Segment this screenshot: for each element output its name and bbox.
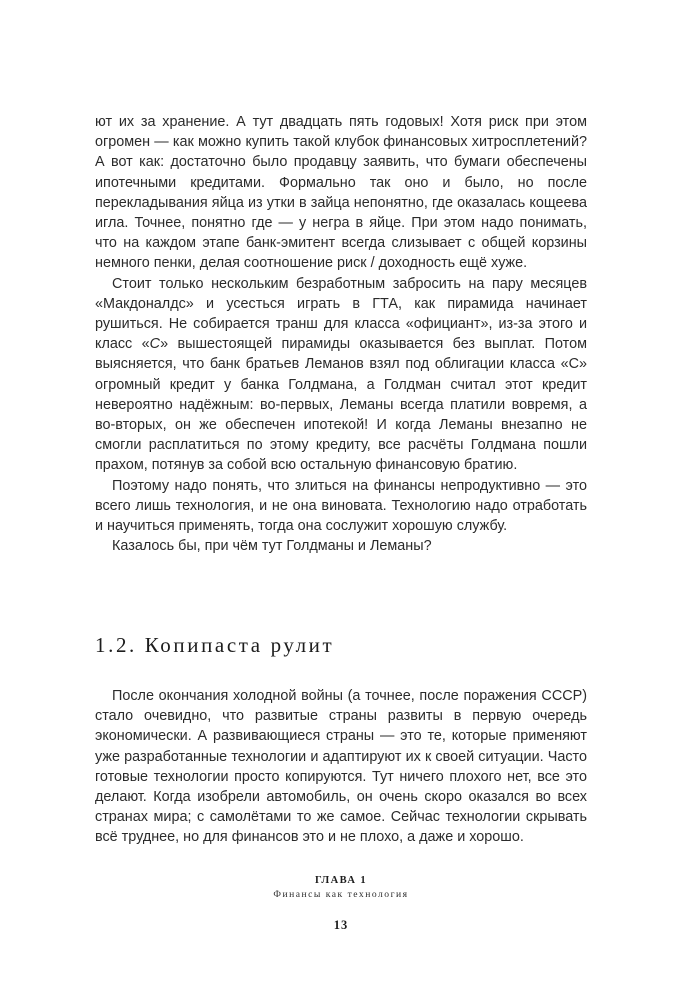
section-heading-wrapper [95, 634, 334, 657]
paragraph-pyramid [95, 274, 587, 476]
paragraph-technology: Поэтому надо понять, что злиться на финансы непродуктивно — это всего лишь технология, и не она виновата. Технологию надо отработать и научиться применять, тогда она сослужит хорошую службу. [95, 477, 587, 535]
text-column [95, 112, 587, 556]
paragraph-continuation: ют их за хранение. А тут двадцать пять годовых! Хотя риск при этом огромен — как можно купить такой клубок финансовых хитросплетений? А вот как: достаточно было продавцу заявить, что бумаги обеспечены ипотечными кредитами. Формально так оно и было, но после перекладывания яйца из утки в зайца непонятно, где оказалась кощеева игла. Точнее, понятно где — у негра в яйце. При этом надо понимать, что на каждом этапе банк-эмитент всегда слизывает с общей корзины немного пенки, делая соотношение риск / доходность ещё хуже. [95, 114, 587, 272]
page-footer [95, 874, 587, 902]
italic-class-token: C [149, 336, 161, 353]
section-text-column [95, 686, 587, 848]
paragraph-text-segment: Стоит только нескольким безработным забросить на пару месяцев «Макдоналдс» и усесться играть в ГТА, как пирамида начинает рушиться. Не собирается транш для класса «официант», из-за этого и класс « [95, 275, 587, 353]
paragraph-cold-war: После окончания холодной войны (а точнее, после поражения СССР) стало очевидно, что развитые страны развиты в первую очередь экономически. А развивающиеся страны — это те, которые применяют уже разработанные технологии и адаптируют их к своей ситуации. Часто готовые технологии просто копируются. Тут ничего плохого нет, все это делают. Когда изобрели автомобиль, он очень скоро оказался во всех странах мира; с самолётами то же самое. Сейчас технологии скрывать всё труднее, но для финансов это и не плохо, а даже и хорошо. [95, 688, 587, 846]
page-number: 13 [333, 918, 349, 932]
paragraph-question: Казалось бы, при чём тут Голдманы и Леманы? [112, 538, 432, 555]
section-heading: 1.2. Копипаста рулит [95, 633, 335, 657]
paragraph-text-segment: » вышестоящей пирамиды оказывается без выплат. Потом выясняется, что банк братьев Леманов взял под облигации класса «С» огромный кредит у банка Голдмана, а Голдман считал этот кредит невероятно надёжным: во-первых, Леманы всегда платили вовремя, а во-вторых, он же обеспечен ипотекой! И когда Леманы внезапно не смогли расплатиться по этому кредиту, все расчёты Голдмана пошли прахом, потянув за собой всю остальную финансовую братию. [95, 336, 587, 474]
footer-chapter-label: ГЛАВА 1 [314, 875, 368, 886]
footer-chapter-subtitle: Финансы как технология [273, 889, 409, 900]
